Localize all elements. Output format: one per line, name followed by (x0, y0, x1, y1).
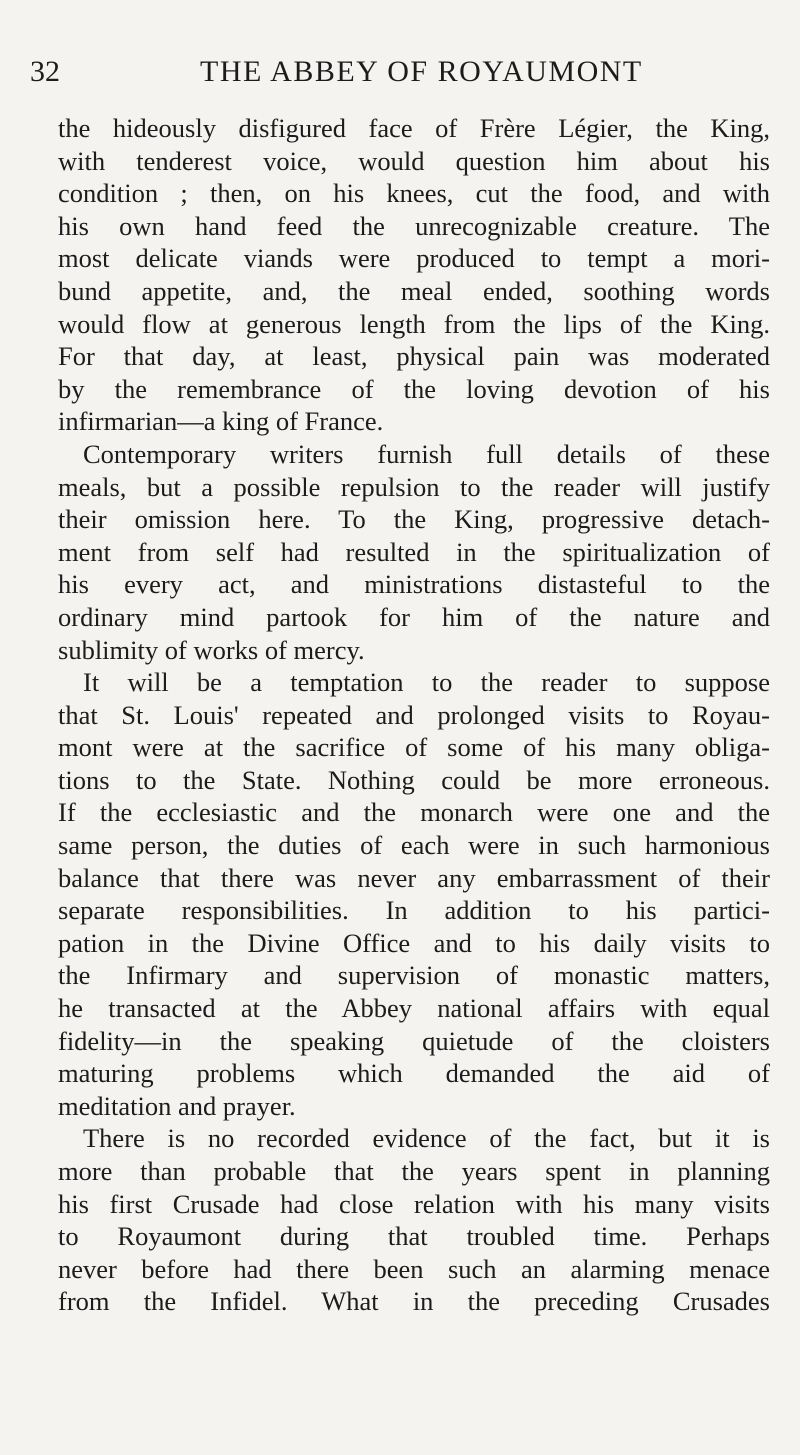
text-line: bund appetite, and, the meal ended, soothing words (58, 275, 770, 306)
text-line: more than probable that the years spent in planning (58, 1156, 770, 1186)
text-line: fidelity—in the speaking quietude of the cloisters (58, 1025, 770, 1056)
text-line: same person, the duties of each were in such harmonious (58, 830, 770, 861)
text-line: infirmarian—a king of France. (58, 406, 384, 437)
text-line: Contemporary writers furnish full details of these (83, 438, 770, 469)
text-line: If the ecclesiastic and the monarch were one and the (58, 797, 770, 828)
body-text (58, 112, 770, 1318)
text-line: never before had there been such an alarming menace (58, 1253, 770, 1284)
text-line: pation in the Divine Office and to his daily visits to (58, 927, 770, 958)
running-head: THE ABBEY OF ROYAUMONT (200, 55, 643, 88)
text-line: sublimity of works of mercy. (58, 634, 365, 665)
text-line: It will be a temptation to the reader to suppose (83, 667, 770, 698)
text-line: to Royaumont during that troubled time. Perhaps (58, 1221, 770, 1252)
text-line: separate responsibilities. In addition to his partici- (58, 895, 770, 926)
text-line: that St. Louis' repeated and prolonged visits to Royau- (58, 699, 770, 730)
page-number: 32 (30, 55, 60, 88)
text-line: their omission here. To the King, progressive detach- (58, 504, 770, 535)
text-line: with tenderest voice, would question him about his (58, 145, 770, 176)
text-line: tions to the State. Nothing could be more erroneous. (58, 764, 770, 795)
text-line: mont were at the sacrifice of some of his many obliga- (58, 732, 770, 763)
text-line: condition ; then, on his knees, cut the food, and with (58, 178, 770, 209)
text-line: the Infirmary and supervision of monastic matters, (58, 960, 770, 991)
text-line: from the Infidel. What in the preceding Crusades (58, 1286, 770, 1317)
text-line: most delicate viands were produced to tempt a mori- (58, 243, 770, 274)
text-line: balance that there was never any embarrassment of their (58, 862, 770, 893)
text-line: his every act, and ministrations distasteful to the (58, 569, 770, 600)
text-line: would flow at generous length from the lips of the King. (58, 308, 770, 339)
text-line: ment from self had resulted in the spiritualization of (58, 536, 770, 567)
text-line: the hideously disfigured face of Frère Légier, the King, (58, 113, 770, 143)
text-line: his first Crusade had close relation with his many visits (58, 1188, 770, 1219)
text-line: his own hand feed the unrecognizable creature. The (58, 210, 770, 241)
page-header (30, 52, 770, 92)
text-line: by the remembrance of the loving devotion of his (58, 373, 770, 404)
text-line: meals, but a possible repulsion to the reader will justify (58, 471, 770, 502)
text-line: maturing problems which demanded the aid of (58, 1058, 770, 1089)
text-line: There is no recorded evidence of the fact, but it is (83, 1123, 770, 1154)
text-line: For that day, at least, physical pain was moderated (58, 341, 770, 372)
text-line: ordinary mind partook for him of the nature and (58, 601, 770, 632)
text-line: meditation and prayer. (58, 1090, 296, 1121)
text-line: he transacted at the Abbey national affairs with equal (58, 993, 770, 1024)
